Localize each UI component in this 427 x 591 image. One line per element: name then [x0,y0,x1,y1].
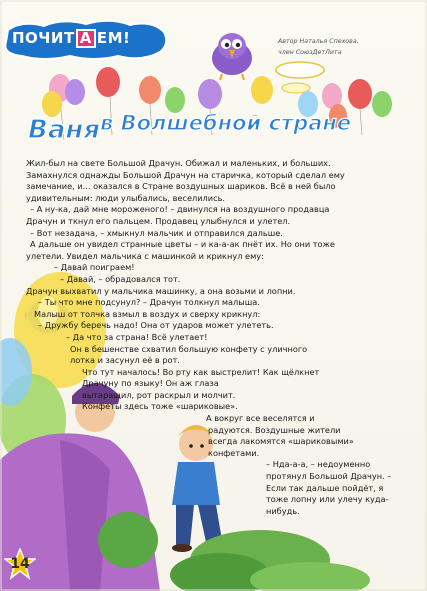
brand-text-part: ЕМ! [96,29,131,47]
story-line: нибудь. [266,505,300,516]
story-line: радуются. Воздушные жители [208,424,341,435]
story-line: – Давай поиграем! [54,262,135,273]
story-line: конфетами. [208,447,260,458]
story-line: замечание, и... оказался в Стране воздушных шариков. Всё в ней было [26,181,336,192]
author-name: Автор Наталья Спехова, [278,38,359,45]
title-rest: в Волшебной стране [100,111,352,135]
story-line: Конфеты здесь тоже «шариковые». [82,401,238,412]
page-number-badge [4,548,36,580]
story-line: А вокруг все веселятся и [206,413,315,424]
cloud [276,62,324,78]
story-text [26,158,410,517]
story-line: Замахнулся однажды Большой Драчун на старичка, который сделал ему [26,169,345,180]
story-line: Он в бешенстве схватил большую конфету с уличного [70,343,308,354]
story-line: тоже лопну или улечу куда- [266,494,389,505]
story-title [28,100,418,150]
story-line: улетели. Увидел мальчика с машинкой и крикнул ему: [26,250,264,261]
story-line: – Дружбу беречь надо! Она от ударов может улететь. [38,320,274,331]
brand-letter-square: А [76,29,96,48]
author-credit [278,36,418,58]
story-line: Драчуну по языку! Он аж глаза [82,378,219,389]
story-line: Если так дальше пойдёт, я [266,482,384,493]
story-line: Жил-был на свете Большой Драчун. Обижал и маленьких, и больших. [26,158,331,168]
story-line: протянул Большой Драчун. – [266,471,392,482]
title-word-vanya: Ваня [28,115,101,145]
story-line: всегда лакомятся «шариковыми» [208,436,354,447]
story-line: Малыш от толчка взмыл в воздух и сверху крикнул: [34,308,261,319]
story-line: – Нда-а-а, – недоуменно [266,459,371,470]
story-line: лотка и засунул её в рот. [70,355,180,366]
story-line: – А ну-ка, дай мне мороженого! – двинулся на воздушного продавца [30,204,330,215]
magazine-brand-badge [2,18,170,60]
brand-title [12,29,130,48]
story-line: – Да что за страна! Всё улетает! [66,331,208,342]
story-line: – Ты что мне подсунул? – Драчун толкнул малыша. [38,297,260,308]
story-line: Драчун и ткнул его пальцем. Продавец улыбнулся и улетел. [26,215,291,226]
story-line: – Давай, – обрадовался тот. [60,273,181,284]
story-line: Что тут началось! Во рту как выстрелит! Как щёлкнет [82,366,320,377]
story-line: – Вот незадача, – хмыкнул мальчик и отправился дальше. [30,227,283,238]
brand-text-part: ПОЧИТ [12,29,75,47]
story-line: вытаращил, рот раскрыл и молчит. [82,389,236,400]
story-line: А дальше он увидел странные цветы – и ка-а-ак пнёт их. Но они тоже [30,239,335,250]
story-line: удивительным: люди улыбались, веселились. [26,192,226,203]
author-affiliation: член СоюзДетЛита [278,49,342,56]
story-line: Драчун выхватил у мальчика машинку, а она возьми и лопни. [26,285,296,296]
purple-bird [212,33,252,80]
page-number: 14 [10,556,30,572]
